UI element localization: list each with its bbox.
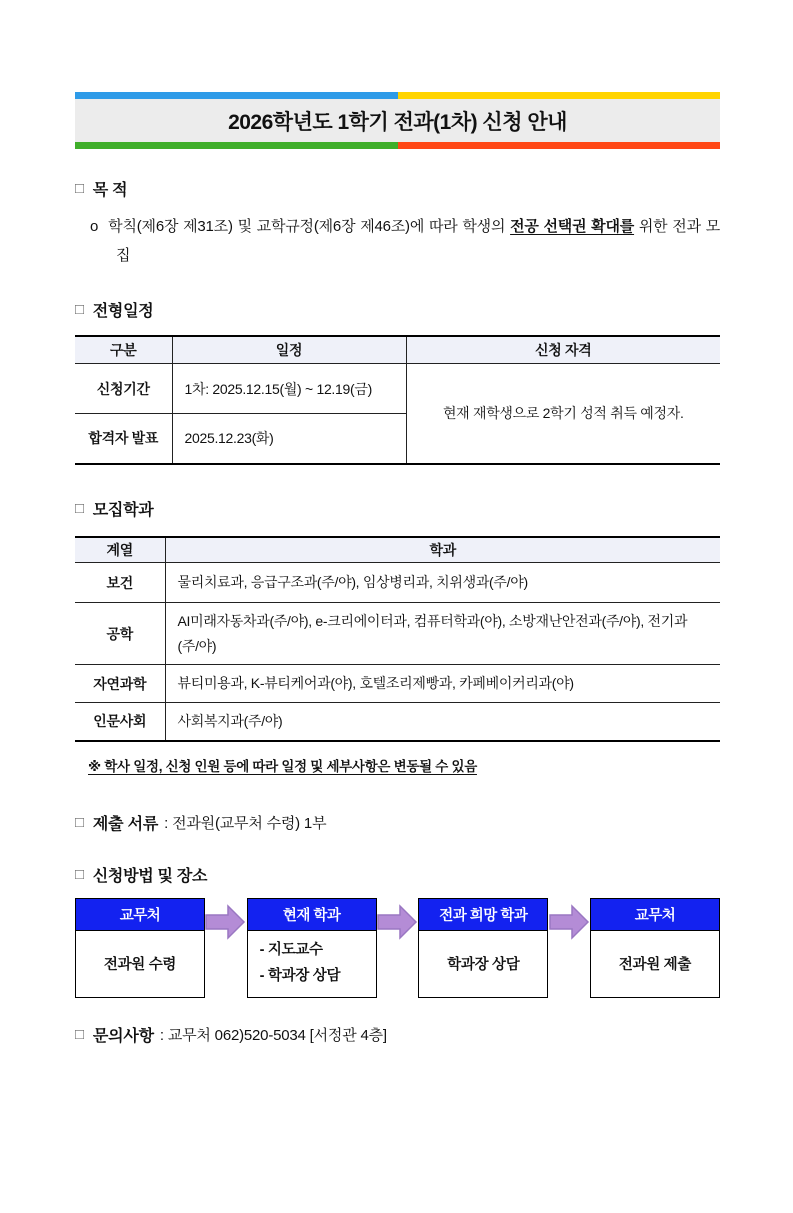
purpose-text-after: 위한 전과 모집: [116, 218, 720, 265]
box-bullet-icon: □: [75, 1025, 84, 1043]
department-list: 사회복지과(주/야): [165, 703, 720, 741]
table-row: [75, 563, 720, 603]
department-category: 인문사회: [75, 703, 165, 741]
schedule-row-value: 2025.12.23(화): [172, 414, 406, 464]
purpose-text-emphasis: 전공 선택권 확대를: [510, 218, 635, 235]
documents-heading-label: 제출 서류: [92, 815, 159, 833]
flow-step-text: - 학과장 상담: [259, 967, 341, 984]
right-arrow-icon: [549, 904, 590, 940]
banner-bar-red: [398, 142, 721, 149]
box-bullet-icon: □: [75, 180, 84, 197]
flow-step-text: 학과장 상담: [447, 957, 520, 973]
table-row: [75, 603, 720, 665]
section-heading-purpose: [75, 177, 720, 200]
flow-step-target-dept: [418, 898, 548, 998]
table-row: [75, 703, 720, 741]
contact-heading-label: 문의사항: [92, 1027, 154, 1045]
flow-step-header: 교무처: [591, 899, 719, 931]
banner-bottom-bar: [75, 142, 720, 149]
schedule-row-label: 합격자 발표: [75, 414, 172, 464]
department-category: 보건: [75, 563, 165, 603]
right-arrow-icon: [377, 904, 418, 940]
table-row: [75, 665, 720, 703]
box-bullet-icon: □: [75, 813, 84, 831]
schedule-row-value: 1차: 2025.12.15(월) ~ 12.19(금): [172, 364, 406, 414]
circle-bullet-icon: o: [90, 218, 99, 235]
departments-col-header: 계열: [75, 537, 165, 563]
department-list: AI미래자동차과(주/야), e-크리에이터과, 컴퓨터학과(야), 소방재난안전과(주/야), 전기과(주/야): [165, 603, 720, 665]
banner-top-bar: [75, 92, 720, 99]
flow-step-text: 전과원 수령: [103, 957, 177, 973]
flow-step-office-receive: [75, 898, 205, 998]
flow-step-body: [76, 931, 204, 997]
banner-bar-blue: [75, 92, 398, 99]
right-arrow-icon: [205, 904, 246, 940]
box-bullet-icon: □: [75, 300, 84, 318]
flow-step-text: - 지도교수: [259, 942, 323, 959]
departments-table: [75, 536, 720, 742]
flow-step-header: 교무처: [76, 899, 204, 931]
section-heading-method: [75, 863, 720, 886]
flow-step-header: 현재 학과: [248, 899, 376, 931]
schedule-table: [75, 335, 720, 465]
department-category: 공학: [75, 603, 165, 665]
schedule-col-header: 신청 자격: [406, 336, 720, 364]
method-heading-label: 신청방법 및 장소: [92, 867, 208, 885]
section-heading-departments: [75, 497, 720, 520]
flow-step-body: [419, 931, 547, 997]
purpose-heading-label: 목 적: [92, 182, 128, 199]
departments-col-header: 학과: [165, 537, 720, 563]
department-list: 물리치료과, 응급구조과(주/야), 임상병리과, 치위생과(주/야): [165, 563, 720, 603]
schedule-qualification: 현재 재학생으로 2학기 성적 취득 예정자.: [406, 364, 720, 464]
purpose-text-before: 학칙(제6장 제31조) 및 교학규정(제6장 제46조)에 따라 학생의: [108, 218, 511, 235]
flow-step-body: [248, 931, 376, 997]
flow-step-body: [591, 931, 719, 997]
departments-heading-label: 모집학과: [92, 501, 154, 519]
box-bullet-icon: □: [75, 865, 84, 883]
banner-bar-yellow: [398, 92, 721, 99]
schedule-change-note: ※ 학사 일정, 신청 인원 등에 따라 일정 및 세부사항은 변동될 수 있음: [88, 758, 477, 774]
section-heading-schedule: [75, 298, 720, 321]
flow-step-text: 전과원 제출: [618, 957, 692, 973]
application-flow-diagram: [75, 898, 720, 998]
purpose-paragraph: [90, 212, 720, 271]
schedule-col-header: 구분: [75, 336, 172, 364]
schedule-header-row: [75, 336, 720, 364]
flow-step-current-dept: [247, 898, 377, 998]
documents-row: [75, 811, 720, 834]
title-strip: [75, 99, 720, 142]
department-list: 뷰티미용과, K-뷰티케어과(야), 호텔조리제빵과, 카페베이커리과(야): [165, 665, 720, 703]
flow-step-header: 전과 희망 학과: [419, 899, 547, 931]
page-title: 2026학년도 1학기 전과(1차) 신청 안내: [228, 110, 567, 134]
flow-step-office-submit: [590, 898, 720, 998]
schedule-heading-label: 전형일정: [92, 302, 154, 320]
documents-value: : 전과원(교무처 수령) 1부: [164, 814, 327, 832]
box-bullet-icon: □: [75, 499, 84, 517]
department-category: 자연과학: [75, 665, 165, 703]
schedule-col-header: 일정: [172, 336, 406, 364]
contact-row: [75, 1023, 720, 1046]
table-row: [75, 364, 720, 414]
banner-bar-green: [75, 142, 398, 149]
schedule-row-label: 신청기간: [75, 364, 172, 414]
document-page: [0, 92, 793, 1213]
departments-header-row: [75, 537, 720, 563]
contact-value: : 교무처 062)520-5034 [서정관 4층]: [159, 1026, 387, 1044]
title-banner: [75, 92, 720, 149]
